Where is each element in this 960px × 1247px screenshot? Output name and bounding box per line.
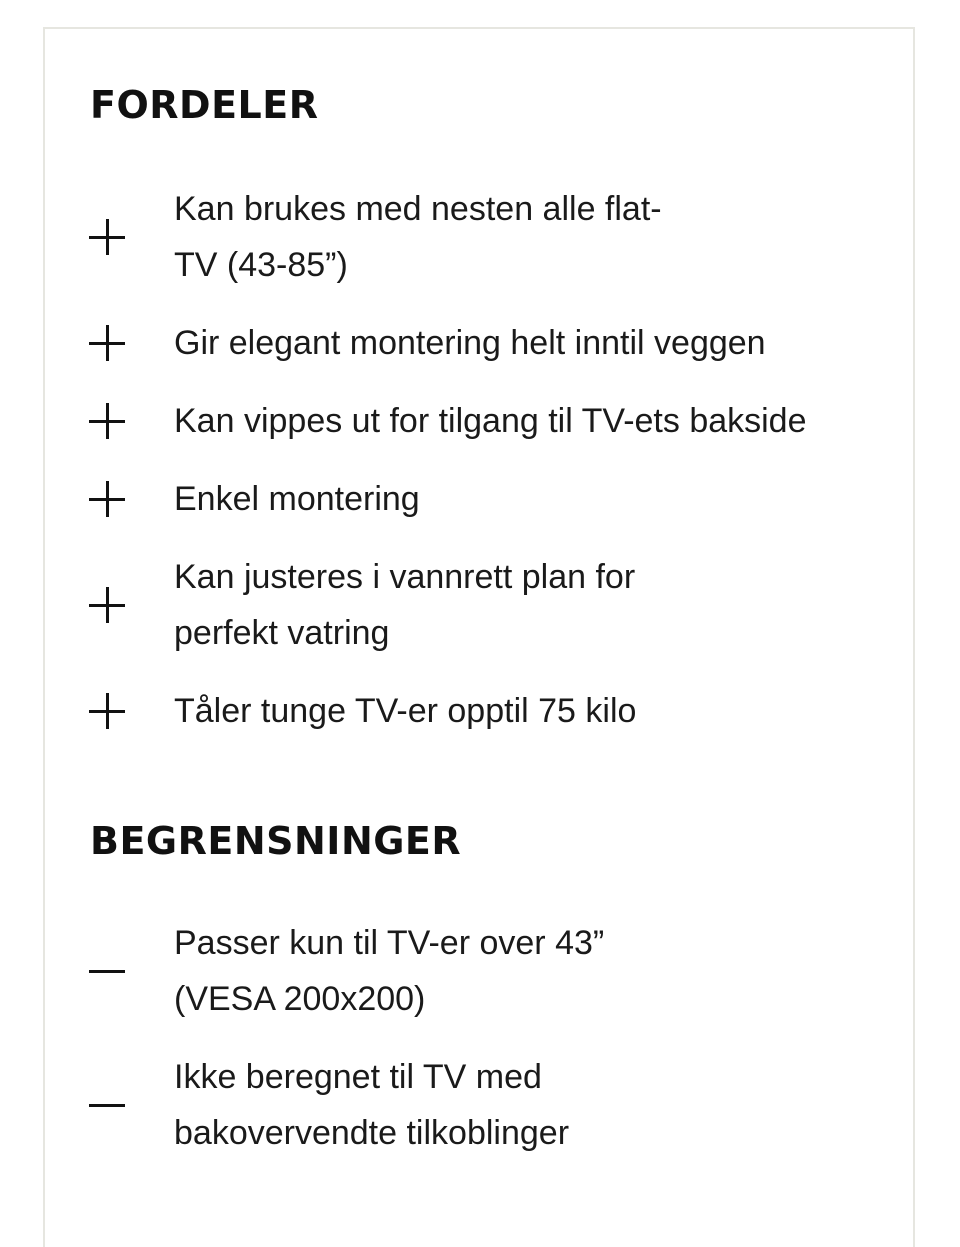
cons-heading: BEGRENSNINGER [90, 819, 462, 863]
pros-item-text: Enkel montering [174, 480, 420, 518]
pros-item-text: Gir elegant montering helt inntil veggen [174, 324, 766, 362]
plus-icon [87, 323, 127, 363]
plus-icon [87, 401, 127, 441]
pros-item-text: Kan vippes ut for tilgang til TV-ets bakside [174, 402, 807, 440]
pros-list-item [45, 471, 913, 527]
pros-item-text: Kan brukes med nesten alle flat-TV (43-85”) [174, 190, 662, 284]
pros-list-item [45, 181, 913, 293]
pros-list [45, 181, 913, 761]
cons-item-text: Ikke beregnet til TV med bakovervendte tilkoblinger [174, 1058, 570, 1152]
minus-icon [87, 951, 127, 991]
cons-item-text: Passer kun til TV-er over 43” (VESA 200x200) [174, 924, 605, 1018]
pros-heading: FORDELER [90, 83, 319, 127]
plus-icon [87, 691, 127, 731]
plus-icon [87, 217, 127, 257]
pros-list-item [45, 549, 913, 661]
pros-list-item [45, 683, 913, 739]
pros-list-item [45, 315, 913, 371]
pros-item-text: Kan justeres i vannrett plan for perfekt vatring [174, 558, 636, 652]
pros-item-text: Tåler tunge TV-er opptil 75 kilo [174, 692, 637, 730]
plus-icon [87, 479, 127, 519]
cons-list [45, 915, 913, 1183]
plus-icon [87, 585, 127, 625]
cons-list-item [45, 1049, 913, 1161]
cons-list-item [45, 915, 913, 1027]
pros-cons-card [43, 27, 915, 1247]
pros-list-item [45, 393, 913, 449]
minus-icon [87, 1085, 127, 1125]
